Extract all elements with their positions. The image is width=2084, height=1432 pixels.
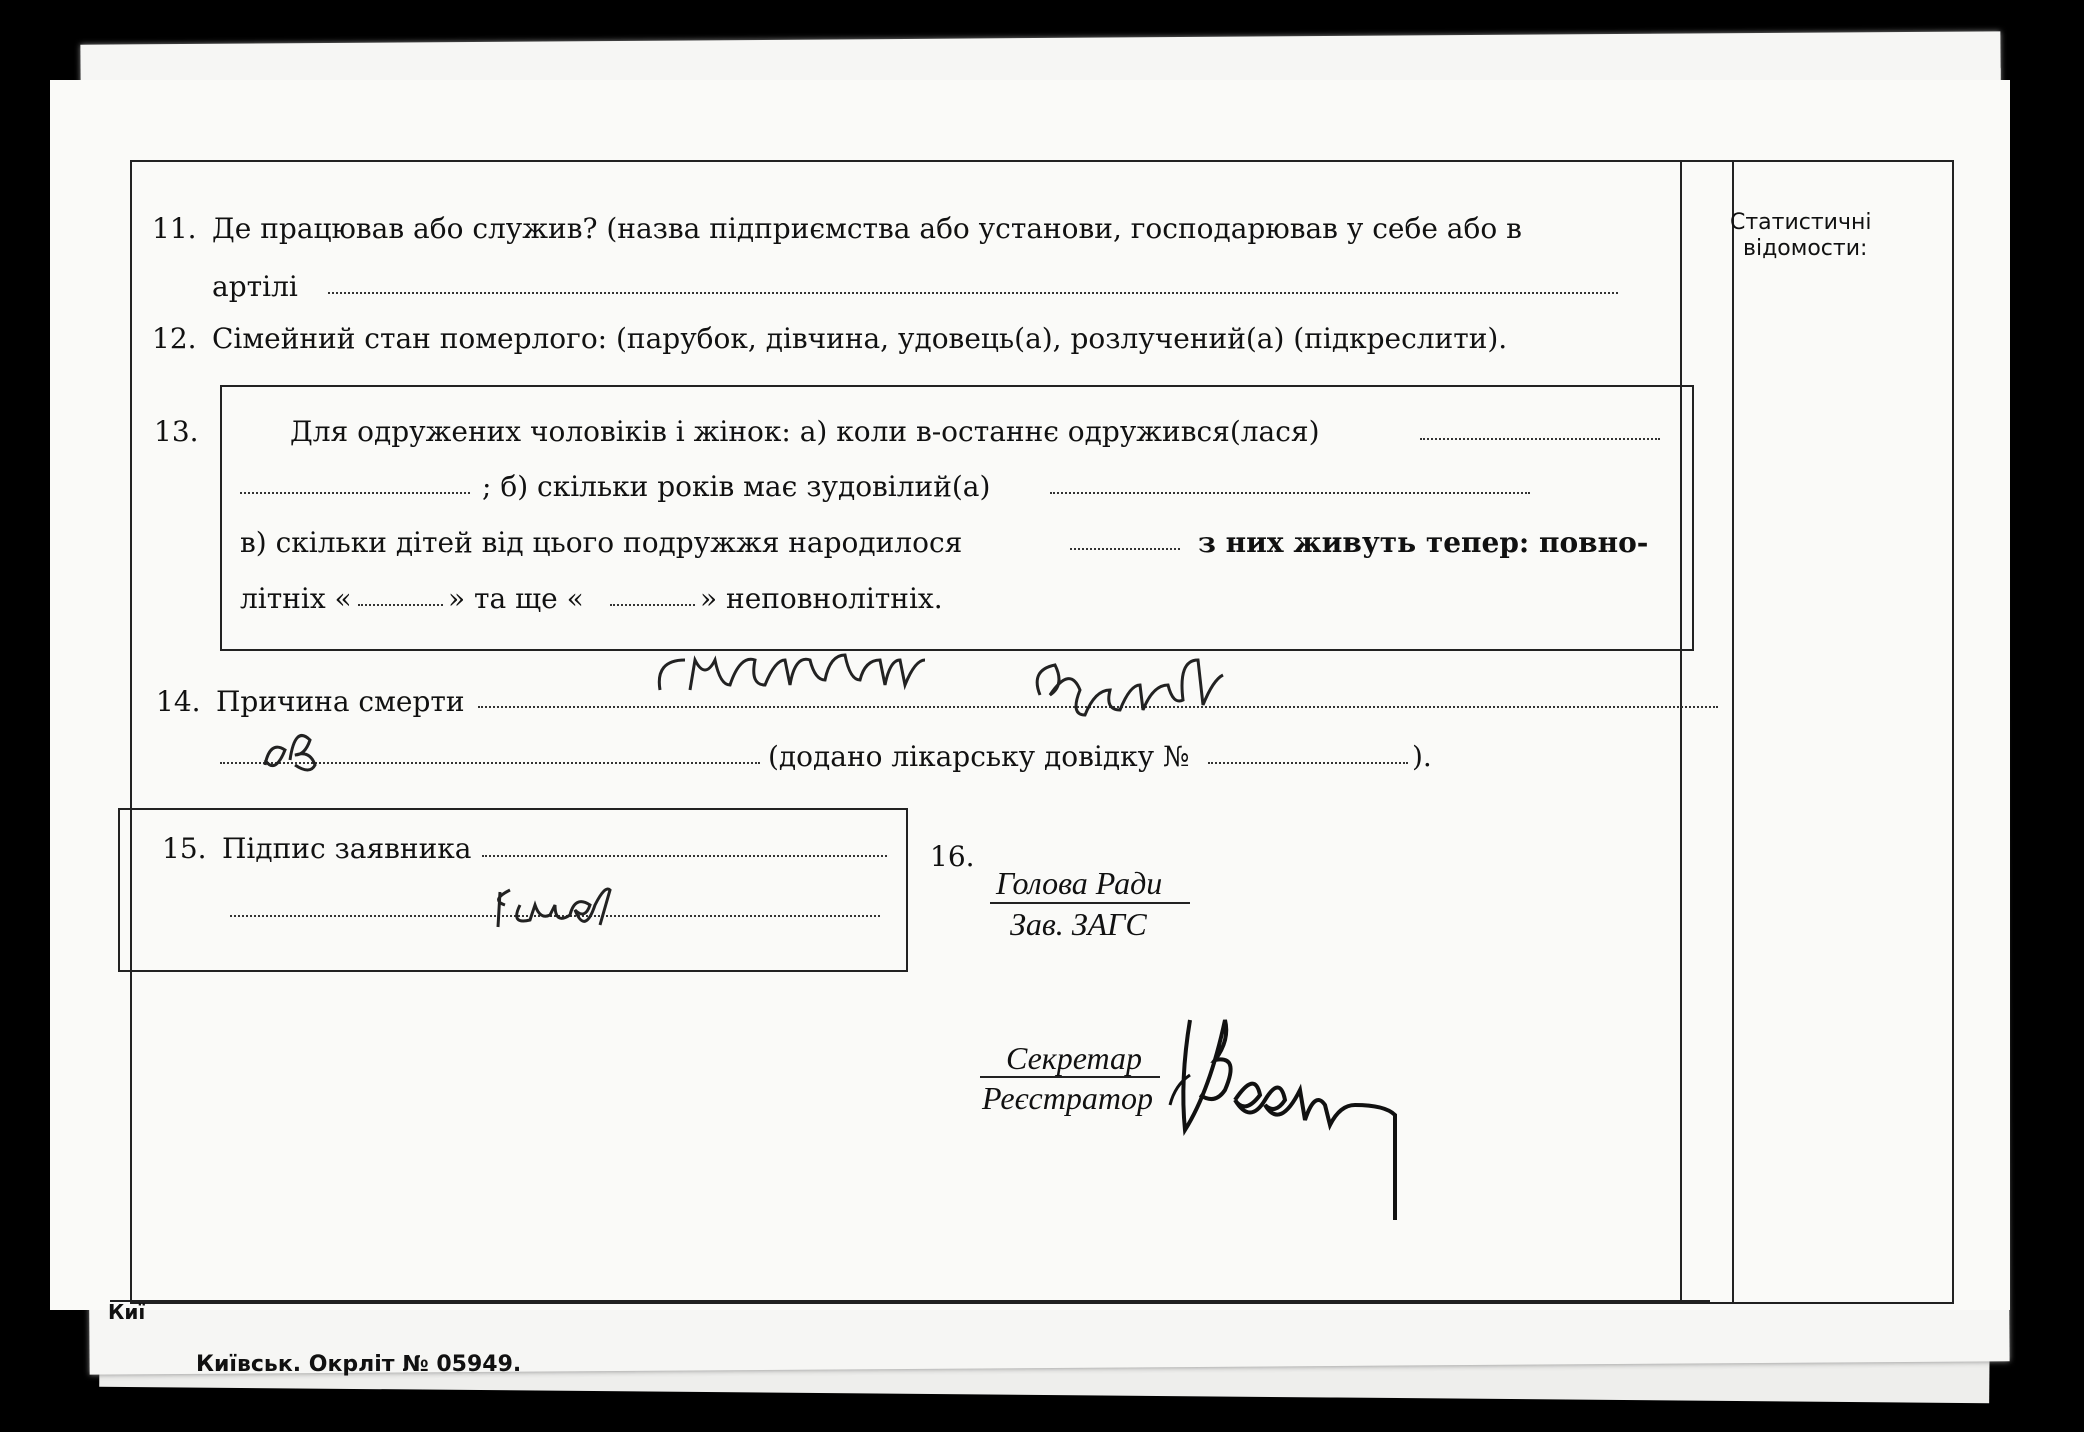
- q13-marriage-date-line: [1420, 438, 1660, 440]
- q15-signature-line: [482, 855, 887, 857]
- q11-text: Де працював або служив? (назва підприємства або установи, господарював у себе або в: [212, 212, 1522, 245]
- printer-imprint: Київськ. Окрліт № 05949.: [196, 1352, 522, 1377]
- q13-minors-line: [610, 604, 695, 606]
- q15-number: 15.: [162, 832, 207, 865]
- q12-text: Сімейний стан померлого: (парубок, дівчина, удовець(а), розлучений(а) (підкреслити).: [212, 322, 1508, 355]
- q11-answer-line: [328, 292, 1618, 294]
- statistics-title-2: відомости:: [1743, 236, 1868, 261]
- statistics-column: [1680, 160, 1954, 1304]
- q11-number: 11.: [152, 212, 197, 245]
- q13-line4a: літніх «: [240, 582, 352, 615]
- handwritten-cause-2: [255, 720, 335, 780]
- statistics-title-1: Статистичні: [1730, 210, 1872, 235]
- q14-number: 14.: [156, 685, 201, 718]
- q13-line4c: » неповнолітніх.: [700, 582, 943, 615]
- q13-line3b: з них живуть тепер: повно-: [1198, 526, 1649, 559]
- q14-certificate-line: [1208, 762, 1408, 764]
- q16-secretary: Секретар: [1006, 1040, 1143, 1076]
- q13-line2: ; б) скільки років має зудовілий(а): [482, 470, 991, 503]
- back-imprint: Киї: [108, 1300, 146, 1324]
- q13-adults-line: [358, 604, 443, 606]
- q13-number: 13.: [154, 415, 199, 448]
- applicant-signature: [480, 880, 740, 940]
- q14-label: Причина смерти: [216, 685, 465, 718]
- handwritten-cause: [650, 640, 1390, 720]
- q16-zags: Зав. ЗАГС: [1010, 906, 1147, 942]
- form-sheet: [50, 80, 2010, 1310]
- q12-number: 12.: [152, 322, 197, 355]
- q13-widowed-years-line: [1050, 492, 1530, 494]
- q16-head-title: Голова Ради: [996, 865, 1163, 901]
- registrar-signature: [1160, 990, 1460, 1220]
- q16-registrar: Реєстратор: [982, 1080, 1153, 1116]
- bottom-rule: [110, 1300, 1710, 1302]
- q16-number: 16.: [930, 840, 975, 873]
- q13-children-born-line: [1070, 548, 1180, 550]
- q15-label: Підпис заявника: [222, 832, 472, 865]
- q16-divider-2: [980, 1076, 1160, 1078]
- q13-line1: Для одружених чоловіків і жінок: а) коли в-останнє одружився(лася): [290, 415, 1320, 448]
- q14-attach-text: (додано лікарську довідку №: [768, 740, 1190, 773]
- q13-line4b: » та ще «: [448, 582, 584, 615]
- q13-marriage-date-line-2: [240, 492, 470, 494]
- q11-text2: артілі: [212, 270, 298, 303]
- q16-divider-1: [990, 902, 1190, 904]
- q14-close: ).: [1412, 740, 1432, 773]
- q13-line3a: в) скільки дітей від цього подружжя народилося: [240, 526, 963, 559]
